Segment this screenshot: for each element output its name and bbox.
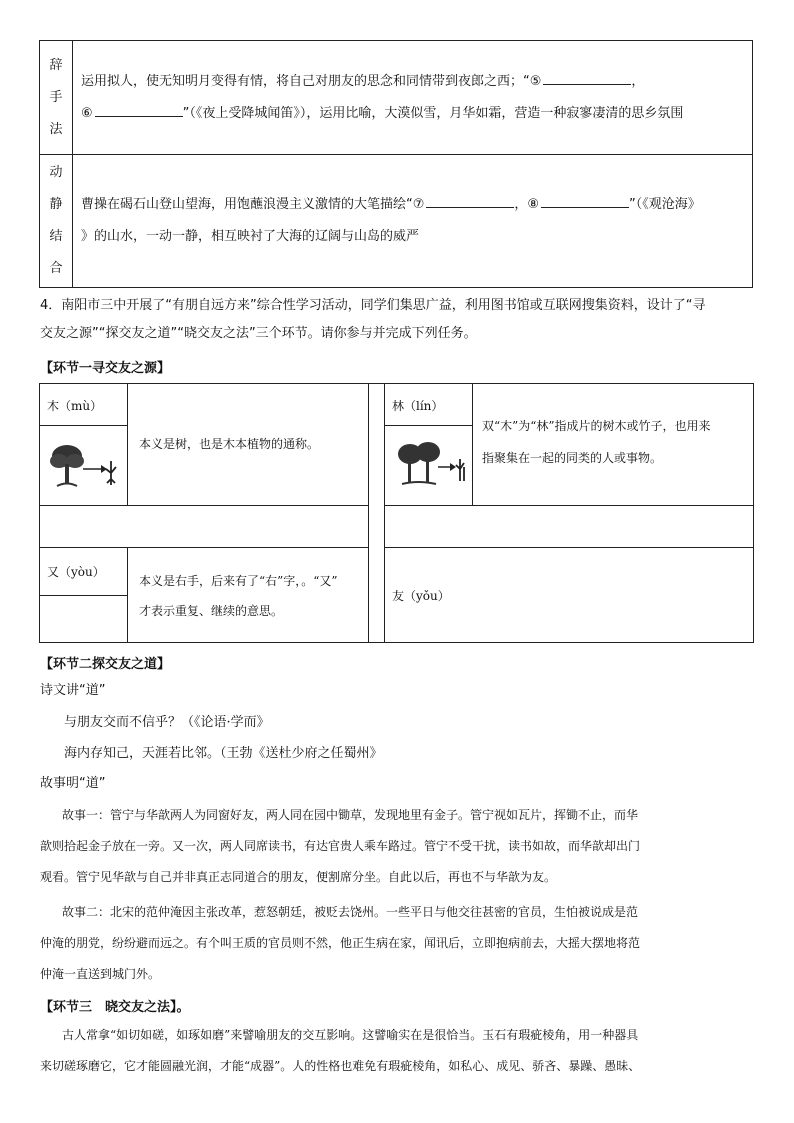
row-key xyxy=(40,155,73,288)
lin-forest-icon xyxy=(396,437,468,489)
answer-blank-7[interactable] xyxy=(426,195,514,208)
you-desc-1: 本义是右手，后来有了“右”字，。“又” xyxy=(139,574,338,588)
lin-desc-2: 指聚集在一起的同类的人或事物。 xyxy=(482,451,663,465)
answer-blank-5[interactable] xyxy=(543,72,631,85)
punct: ， xyxy=(631,73,645,89)
answer-blank-8[interactable] xyxy=(541,195,629,208)
row-key xyxy=(40,41,73,155)
row-text: 》的山水，一动一静，相互映衬了大海的辽阔与山岛的威严 xyxy=(81,229,420,244)
marker: ，⑧ xyxy=(514,197,540,212)
row-text: 曹操在碣石山登山望海，用饱蘸浪漫主义激情的大笔描绘“⑦ xyxy=(81,197,425,212)
story2-line: 仲淹的朋党，纷纷避而远之。有个叫王质的官员则不然，他正生病在家，闻讯后，立即抱病前去，大摇大摆地将范 xyxy=(40,936,641,950)
section3-line: 来切磋琢磨它，它才能圆融光润，才能“成器”。人的性格也难免有瑕疵棱角，如私心、成见、骄吝、暴躁、愚昧、 xyxy=(40,1059,641,1073)
question-4-line1: 4．南阳市三中开展了“有朋自远方来”综合性学习活动，同学们集思广益，利用图书馆或互联网搜集资料，设计了“寻 xyxy=(40,298,706,313)
mu-tree-icon xyxy=(47,439,119,491)
row-text: 运用拟人，使无知明月变得有情，将自己对朋友的思念和同情带到夜郎之西；“⑤ xyxy=(81,73,542,89)
lin-label: 林（lín） xyxy=(392,399,444,413)
story2-line: 仲淹一直送到城门外。 xyxy=(40,967,161,981)
poem-heading: 诗文讲“道” xyxy=(40,683,106,698)
answer-blank-6[interactable] xyxy=(95,104,183,117)
table-row xyxy=(40,155,753,288)
key-char: 手 xyxy=(49,89,63,105)
you2-label: 友（yǒu） xyxy=(392,589,450,603)
row-value xyxy=(73,41,753,155)
key-char: 法 xyxy=(49,121,63,137)
key-char: 动 xyxy=(49,165,63,180)
section3-title: 【环节三 晓交友之法】。 xyxy=(40,1000,190,1015)
mu-label: 木（mù） xyxy=(47,399,103,413)
key-char: 合 xyxy=(49,261,63,276)
table-row xyxy=(40,41,753,155)
story1-line: 故事一：管宁与华歆两人为同窗好友，两人同在园中锄草，发现地里有金子。管宁视如瓦片，挥锄不止，而华 xyxy=(62,808,639,822)
section2-title: 【环节二探交友之道】 xyxy=(40,657,171,672)
lin-desc-1: 双“木”为“林”指成片的树木或竹子，也用来 xyxy=(482,419,711,433)
rhetoric-table xyxy=(39,40,753,288)
section3-line: 古人常拿“如切如磋，如琢如磨”来譬喻朋友的交互影响。这譬喻实在是很恰当。玉石有瑕疵棱角，用一种器具 xyxy=(62,1028,639,1042)
story1-line: 歆则拾起金子放在一旁。又一次，两人同席读书，有达官贵人乘车路过。管宁不受干扰，读书如故，而华歆却出门 xyxy=(40,839,641,853)
poem-line-2: 海内存知己，天涯若比邻。（王勃《送杜少府之任蜀州》 xyxy=(64,746,383,761)
story2-line: 故事二：北宋的范仲淹因主张改革，惹怒朝廷，被贬去饶州。一些平日与他交往甚密的官员，生怕被说成是范 xyxy=(62,905,639,919)
punct: ”（《观沧海》 xyxy=(629,197,701,212)
story-heading: 故事明“道” xyxy=(40,776,106,791)
mu-desc: 本义是树，也是木本植物的通称。 xyxy=(139,437,320,451)
you-desc-2: 才表示重复、继续的意思。 xyxy=(139,604,284,618)
character-origin-table xyxy=(39,383,754,643)
poem-line-1: 与朋友交而不信乎？（《论语·学而》 xyxy=(64,715,270,730)
you-label: 又（yòu） xyxy=(47,565,105,579)
section1-title: 【环节一寻交友之源】 xyxy=(40,361,171,376)
key-char: 结 xyxy=(49,229,63,244)
question-4-line2: 交友之源”“探交友之道”“晓交友之法”三个环节。请你参与并完成下列任务。 xyxy=(40,326,477,341)
marker: ⑥ xyxy=(81,105,93,121)
key-char: 静 xyxy=(49,197,63,212)
story1-line: 观看。管宁见华歆与自己并非真正志同道合的朋友，便割席分坐。自此以后，再也不与华歆为友。 xyxy=(40,870,557,884)
key-char: 辞 xyxy=(49,57,63,73)
row-value xyxy=(73,155,753,288)
row-text: ”（《夜上受降城闻笛》），运用比喻，大漠似雪，月华如霜，营造一种寂寥凄清的思乡氛围 xyxy=(182,105,684,121)
